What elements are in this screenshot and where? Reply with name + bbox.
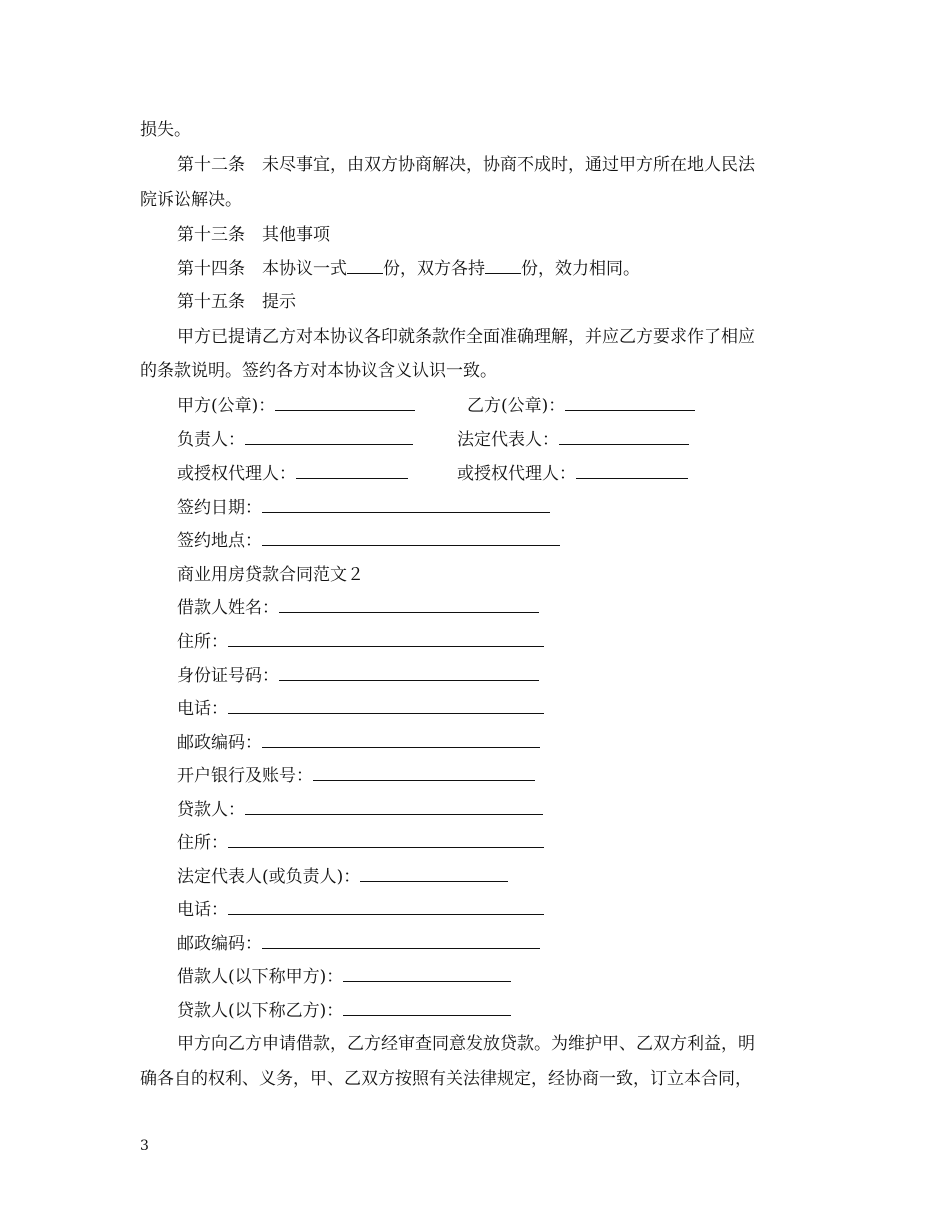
blank-line <box>228 900 544 915</box>
agent-a-label: 或授权代理人： <box>177 464 296 484</box>
field-borrower-name <box>177 597 539 619</box>
blank-line <box>245 800 543 815</box>
field-label: 身份证号码： <box>177 666 279 686</box>
notice-paragraph: 甲方已提请乙方对本协议各印就条款作全面准确理解，并应乙方要求作了相应 <box>177 327 755 347</box>
field-label: 贷款人： <box>177 800 245 820</box>
clause-13-text: 第十三条 其他事项 <box>177 225 330 245</box>
clause-15-text: 第十五条 提示 <box>177 292 296 312</box>
field-label: 借款人姓名： <box>177 598 279 618</box>
blank-line <box>262 531 560 546</box>
blank-line <box>565 396 695 411</box>
blank-line <box>262 733 540 748</box>
field-lender-legal-rep <box>177 866 508 888</box>
agent-a <box>177 463 408 485</box>
field-borrower-phone <box>177 698 544 720</box>
responsible-person <box>177 429 413 451</box>
blank-line <box>228 632 544 647</box>
field-label: 贷款人(以下称乙方)： <box>177 1001 344 1021</box>
field-borrower-party-a <box>177 966 511 988</box>
blank-line <box>343 1001 511 1016</box>
field-label: 邮政编码： <box>177 934 262 954</box>
blank-line <box>279 598 539 613</box>
field-label: 电话： <box>177 900 228 920</box>
blank-line <box>228 833 544 848</box>
sign-date <box>177 497 550 519</box>
blank-line <box>262 934 540 949</box>
field-lender-address <box>177 832 544 854</box>
party-a-label: 甲方(公章)： <box>177 396 276 416</box>
clause-14-part-3: 份，效力相同。 <box>521 259 640 279</box>
field-borrower-postcode <box>177 732 540 754</box>
party-b-seal <box>467 395 695 417</box>
blank-line <box>228 699 544 714</box>
party-b-label: 乙方(公章)： <box>467 396 566 416</box>
blank-line <box>576 464 688 479</box>
blank-line <box>347 259 383 274</box>
field-label: 法定代表人(或负责人)： <box>177 867 361 887</box>
clause-12-text: 第十二条 未尽事宜，由双方协商解决，协商不成时，通过甲方所在地人民法 <box>177 155 755 175</box>
sign-place-label: 签约地点： <box>177 531 262 551</box>
field-label: 借款人(以下称甲方)： <box>177 967 344 987</box>
blank-line <box>360 867 508 882</box>
blank-line <box>313 766 535 781</box>
field-lender-party-b <box>177 1000 511 1022</box>
field-label: 邮政编码： <box>177 733 262 753</box>
legal-rep-label: 法定代表人： <box>457 430 559 450</box>
agent-b-label: 或授权代理人： <box>457 464 576 484</box>
clause-12-continuation: 院诉讼解决。 <box>140 190 242 210</box>
clause-14-part-2: 份，双方各持 <box>383 259 485 279</box>
responsible-label: 负责人： <box>177 430 245 450</box>
sign-place <box>177 530 560 552</box>
paragraph-text: 损失。 <box>140 120 191 140</box>
blank-line <box>559 430 689 445</box>
field-label: 住所： <box>177 632 228 652</box>
blank-line <box>296 464 408 479</box>
intro-paragraph: 甲方向乙方申请借款，乙方经审查同意发放贷款。为维护甲、乙双方利益，明 <box>177 1034 755 1054</box>
field-label: 开户银行及账号： <box>177 766 313 786</box>
party-a-seal <box>177 395 415 417</box>
intro-continuation: 确各自的权利、义务，甲、乙双方按照有关法律规定，经协商一致，订立本合同， <box>140 1069 752 1089</box>
page-number: 3 <box>140 1138 149 1154</box>
blank-line <box>262 498 550 513</box>
field-lender-phone <box>177 899 544 921</box>
field-label: 住所： <box>177 833 228 853</box>
sign-date-label: 签约日期： <box>177 498 262 518</box>
blank-line <box>279 666 539 681</box>
field-lender-postcode <box>177 933 540 955</box>
notice-continuation: 的条款说明。签约各方对本协议含义认识一致。 <box>140 361 497 381</box>
field-label: 电话： <box>177 699 228 719</box>
section-title: 商业用房贷款合同范文２ <box>177 565 364 585</box>
blank-line <box>485 259 521 274</box>
blank-line <box>245 430 413 445</box>
field-lender <box>177 799 543 821</box>
blank-line <box>275 396 415 411</box>
legal-representative <box>457 429 689 451</box>
clause-14-part-1: 第十四条 本协议一式 <box>177 259 347 279</box>
field-bank-account <box>177 765 535 787</box>
agent-b <box>457 463 688 485</box>
clause-14-text <box>177 258 640 280</box>
field-id-number <box>177 665 539 687</box>
blank-line <box>343 967 511 982</box>
field-borrower-address <box>177 631 544 653</box>
